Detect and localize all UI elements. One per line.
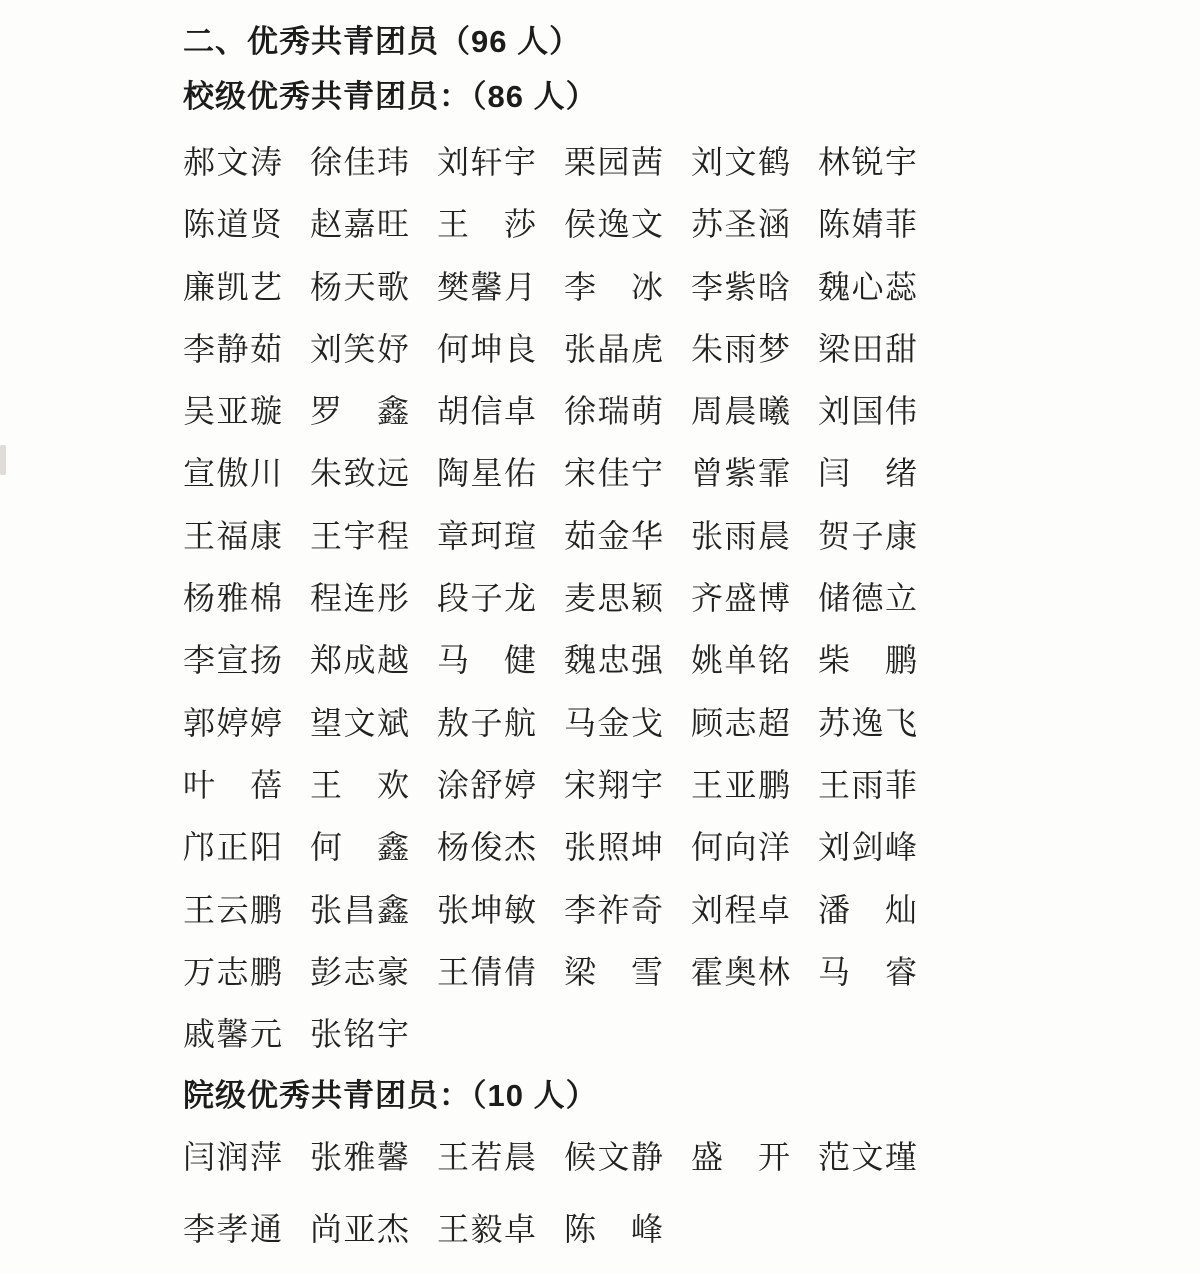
person-name: 宋翔宇 bbox=[564, 766, 665, 803]
person-name: 麦思颖 bbox=[564, 580, 665, 617]
person-name: 朱致远 bbox=[310, 455, 411, 492]
name-row bbox=[183, 893, 1143, 955]
person-name: 陈 峰 bbox=[564, 1211, 665, 1248]
person-name: 姚单铭 bbox=[691, 642, 792, 679]
person-name: 范文瑾 bbox=[818, 1139, 919, 1176]
document-content bbox=[183, 25, 1143, 1273]
person-name: 刘笑妤 bbox=[310, 330, 411, 367]
person-name: 罗 鑫 bbox=[310, 393, 411, 430]
person-name: 叶 蓓 bbox=[183, 766, 284, 803]
person-name: 杨雅棉 bbox=[183, 580, 284, 617]
person-name: 梁田甜 bbox=[818, 330, 919, 367]
person-name: 闫润萍 bbox=[183, 1139, 284, 1176]
college-level-heading: 院级优秀共青团员：（10 人） bbox=[183, 1078, 598, 1114]
person-name: 储德立 bbox=[818, 580, 919, 617]
person-name: 马 睿 bbox=[818, 953, 919, 990]
person-name: 刘国伟 bbox=[818, 393, 919, 430]
person-name: 梁 雪 bbox=[564, 953, 665, 990]
person-name: 敖子航 bbox=[437, 704, 538, 741]
person-name: 万志鹏 bbox=[183, 953, 284, 990]
person-name: 赵嘉旺 bbox=[310, 206, 411, 243]
person-name: 顾志超 bbox=[691, 704, 792, 741]
person-name: 贺子康 bbox=[818, 517, 919, 554]
person-name: 刘剑峰 bbox=[818, 829, 919, 866]
person-name: 茹金华 bbox=[564, 517, 665, 554]
person-name: 李宣扬 bbox=[183, 642, 284, 679]
person-name: 王若晨 bbox=[437, 1139, 538, 1176]
college-level-name-grid bbox=[183, 1140, 1143, 1273]
name-row bbox=[183, 1017, 1143, 1079]
person-name: 陈婧菲 bbox=[818, 206, 919, 243]
person-name: 柴 鹏 bbox=[818, 642, 919, 679]
person-name: 郭婷婷 bbox=[183, 704, 284, 741]
name-row bbox=[183, 643, 1143, 705]
school-level-name-grid bbox=[183, 145, 1143, 1079]
person-name: 何坤良 bbox=[437, 330, 538, 367]
person-name: 王雨菲 bbox=[818, 766, 919, 803]
person-name: 吴亚璇 bbox=[183, 393, 284, 430]
person-name: 陶星佑 bbox=[437, 455, 538, 492]
person-name: 刘轩宇 bbox=[437, 144, 538, 180]
person-name: 宣傲川 bbox=[183, 455, 284, 492]
person-name: 栗园茜 bbox=[564, 144, 665, 180]
name-row bbox=[183, 706, 1143, 768]
person-name: 魏忠强 bbox=[564, 642, 665, 679]
person-name: 彭志豪 bbox=[310, 953, 411, 990]
name-row bbox=[183, 270, 1143, 332]
name-row bbox=[183, 955, 1143, 1017]
person-name: 张铭宇 bbox=[310, 1016, 411, 1053]
name-row bbox=[183, 1140, 1143, 1212]
person-name: 王 莎 bbox=[437, 206, 538, 243]
person-name: 苏圣涵 bbox=[691, 206, 792, 243]
person-name: 潘 灿 bbox=[818, 891, 919, 928]
person-name: 曾紫霏 bbox=[691, 455, 792, 492]
person-name: 李静茹 bbox=[183, 330, 284, 367]
person-name: 李孝通 bbox=[183, 1211, 284, 1248]
person-name: 王云鹏 bbox=[183, 891, 284, 928]
person-name: 李 冰 bbox=[564, 268, 665, 305]
person-name: 刘文鹤 bbox=[691, 144, 792, 180]
person-name: 何向洋 bbox=[691, 829, 792, 866]
person-name: 郑成越 bbox=[310, 642, 411, 679]
name-row bbox=[183, 332, 1143, 394]
person-name: 徐佳玮 bbox=[310, 144, 411, 180]
person-name: 候文静 bbox=[564, 1139, 665, 1176]
person-name: 刘程卓 bbox=[691, 891, 792, 928]
person-name: 胡信卓 bbox=[437, 393, 538, 430]
person-name: 张坤敏 bbox=[437, 891, 538, 928]
person-name: 张雅馨 bbox=[310, 1139, 411, 1176]
person-name: 李紫晗 bbox=[691, 268, 792, 305]
doc-heading: 二、优秀共青团员（96 人） bbox=[183, 24, 582, 59]
person-name: 王福康 bbox=[183, 517, 284, 554]
person-name: 齐盛博 bbox=[691, 580, 792, 617]
person-name: 杨俊杰 bbox=[437, 829, 538, 866]
person-name: 何 鑫 bbox=[310, 829, 411, 866]
person-name: 王毅卓 bbox=[437, 1211, 538, 1248]
person-name: 章珂瑄 bbox=[437, 517, 538, 554]
person-name: 尚亚杰 bbox=[310, 1211, 411, 1248]
name-row bbox=[183, 1212, 1143, 1273]
person-name: 闫 绪 bbox=[818, 455, 919, 492]
person-name: 王倩倩 bbox=[437, 953, 538, 990]
name-row bbox=[183, 145, 1143, 207]
name-row bbox=[183, 394, 1143, 456]
person-name: 戚馨元 bbox=[183, 1016, 284, 1053]
person-name: 杨天歌 bbox=[310, 268, 411, 305]
person-name: 张照坤 bbox=[564, 829, 665, 866]
scan-smudge-artifact bbox=[0, 445, 6, 475]
person-name: 张晶虎 bbox=[564, 330, 665, 367]
name-row bbox=[183, 830, 1143, 892]
person-name: 周晨曦 bbox=[691, 393, 792, 430]
name-row bbox=[183, 768, 1143, 830]
person-name: 张昌鑫 bbox=[310, 891, 411, 928]
person-name: 张雨晨 bbox=[691, 517, 792, 554]
name-row bbox=[183, 581, 1143, 643]
person-name: 李祚奇 bbox=[564, 891, 665, 928]
person-name: 宋佳宁 bbox=[564, 455, 665, 492]
person-name: 望文斌 bbox=[310, 704, 411, 741]
person-name: 马 健 bbox=[437, 642, 538, 679]
person-name: 廉凯艺 bbox=[183, 268, 284, 305]
person-name: 马金戈 bbox=[564, 704, 665, 741]
person-name: 徐瑞萌 bbox=[564, 393, 665, 430]
person-name: 魏心蕊 bbox=[818, 268, 919, 305]
person-name: 朱雨梦 bbox=[691, 330, 792, 367]
person-name: 王 欢 bbox=[310, 766, 411, 803]
person-name: 王亚鹏 bbox=[691, 766, 792, 803]
person-name: 樊馨月 bbox=[437, 268, 538, 305]
person-name: 林锐宇 bbox=[818, 144, 919, 180]
name-row bbox=[183, 207, 1143, 269]
person-name: 霍奥林 bbox=[691, 953, 792, 990]
person-name: 侯逸文 bbox=[564, 206, 665, 243]
school-level-heading: 校级优秀共青团员：（86 人） bbox=[183, 79, 598, 114]
person-name: 段子龙 bbox=[437, 580, 538, 617]
person-name: 程连彤 bbox=[310, 580, 411, 617]
person-name: 陈道贤 bbox=[183, 206, 284, 243]
person-name: 郝文涛 bbox=[183, 144, 284, 180]
person-name: 苏逸飞 bbox=[818, 704, 919, 741]
person-name: 邝正阳 bbox=[183, 829, 284, 866]
person-name: 盛 开 bbox=[691, 1139, 792, 1176]
person-name: 王宇程 bbox=[310, 517, 411, 554]
name-row bbox=[183, 519, 1143, 581]
name-row bbox=[183, 456, 1143, 518]
person-name: 涂舒婷 bbox=[437, 766, 538, 803]
